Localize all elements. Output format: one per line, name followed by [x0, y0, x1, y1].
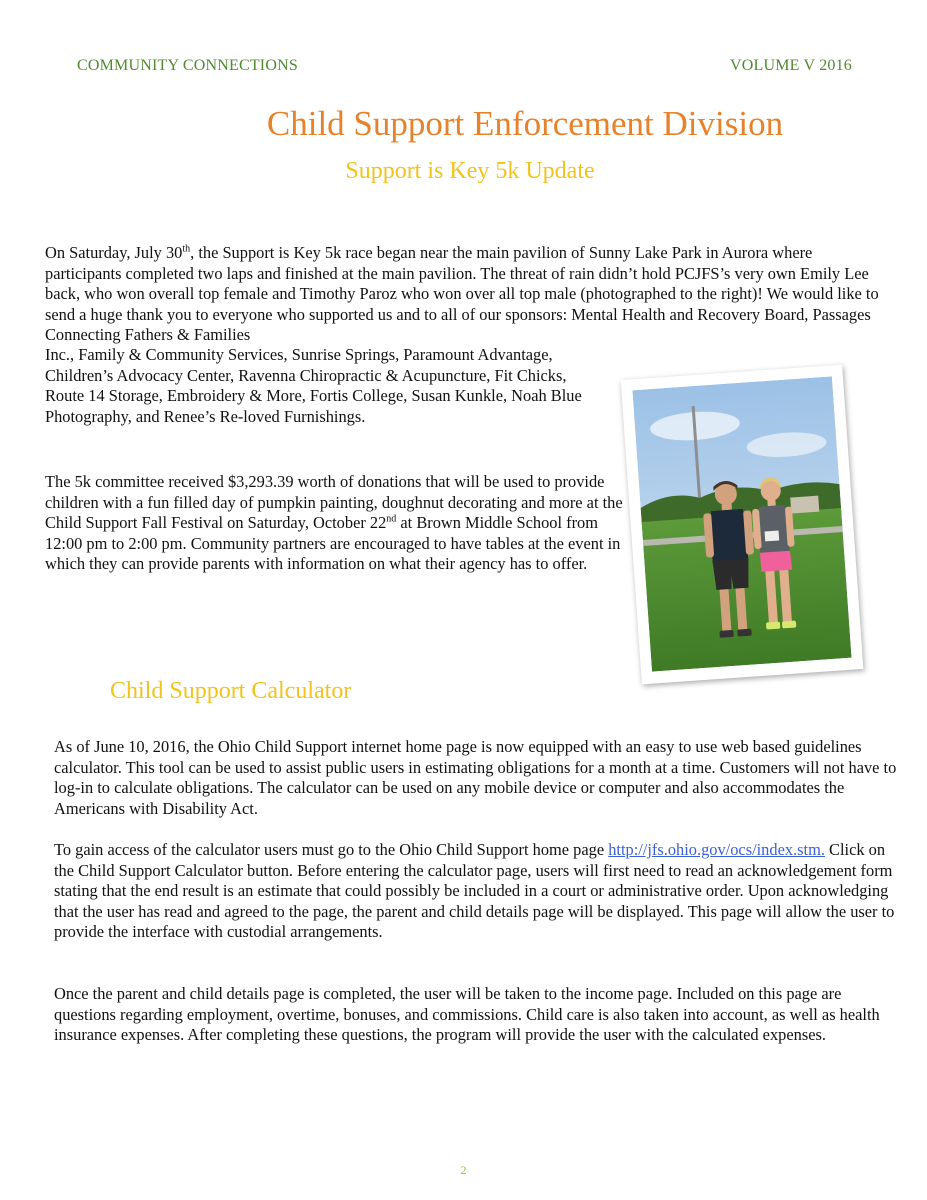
- article-paragraph-1: On Saturday, July 30th, the Support is Key 5k race began near the main pavilion of Sunny Lake Park in Aurora where participants completed two laps and finished at the main pavilion. The threat of rain didn’t hold PCJFS’s very own Emily Lee back, who won overall top female and Timothy Paroz who won over all top male (photographed to the right)! We would like to send a huge thank you to everyone who supported us and to all of our sponsors: Mental Health and Recovery Board, Passages Connecting Fathers & Families: [45, 243, 879, 344]
- article-paragraph-2: The 5k committee received $3,293.39 worth of donations that will be used to provide children with a fun filled day of pumpkin painting, doughnut decorating and more at the Child Support Fall Festival on Saturday, October 22nd at Brown Middle School from 12:00 pm to 2:00 pm. Community partners are encouraged to have tables at the event in which they can provide parents with information on what their agency has to offer.: [45, 472, 623, 573]
- page-subtitle: Support is Key 5k Update: [345, 158, 595, 184]
- volume-label: VOLUME V 2016: [729, 57, 852, 74]
- article-paragraph-1-continued: Inc., Family & Community Services, Sunrise Springs, Paramount Advantage, Children’s Advocacy Center, Ravenna Chiropractic & Acupuncture, Fit Chicks, Route 14 Storage, Embroidery & More, Fortis College, Susan Kunkle, Noah Blue Photography, and Renee’s Re-loved Furnishings.: [45, 345, 582, 426]
- section-heading-calculator: Child Support Calculator: [110, 678, 352, 704]
- page-number: 2: [460, 1163, 467, 1177]
- ohio-child-support-link[interactable]: http://jfs.ohio.gov/ocs/index.stm.: [608, 840, 825, 859]
- calculator-paragraph-3: Once the parent and child details page is completed, the user will be taken to the income page. Included on this page are questions regarding employment, overtime, bonuses, and commissions. Child care is also taken into account, as well as health insurance expenses. After completing these questions, the program will provide the user with the calculated expenses.: [54, 984, 880, 1044]
- newsletter-name: COMMUNITY CONNECTIONS: [77, 57, 298, 74]
- calculator-paragraph-1: As of June 10, 2016, the Ohio Child Support internet home page is now equipped with an easy to use web based guidelines calculator. This tool can be used to assist public users in estimating obligations for a month at a time. Customers will not have to log-in to calculate obligations. The calculator can be used on any mobile device or computer and also accommodates the Americans with Disability Act.: [54, 737, 897, 818]
- photo-image: [632, 376, 851, 671]
- page-title: Child Support Enforcement Division: [266, 104, 784, 143]
- calculator-paragraph-2: To gain access of the calculator users must go to the Ohio Child Support home page http://jfs.ohio.gov/ocs/index.stm. Click on the Child Support Calculator button. Before entering the calculator page, users will first need to read an acknowledgement form stating that the end result is an estimate that could possibly be included in a court or administrative order. Upon acknowledging that the user has read and agreed to the page, the parent and child details page will be displayed. This page will allow the user to provide the interface with custodial arrangements.: [54, 840, 895, 941]
- race-winners-photo: [621, 365, 864, 685]
